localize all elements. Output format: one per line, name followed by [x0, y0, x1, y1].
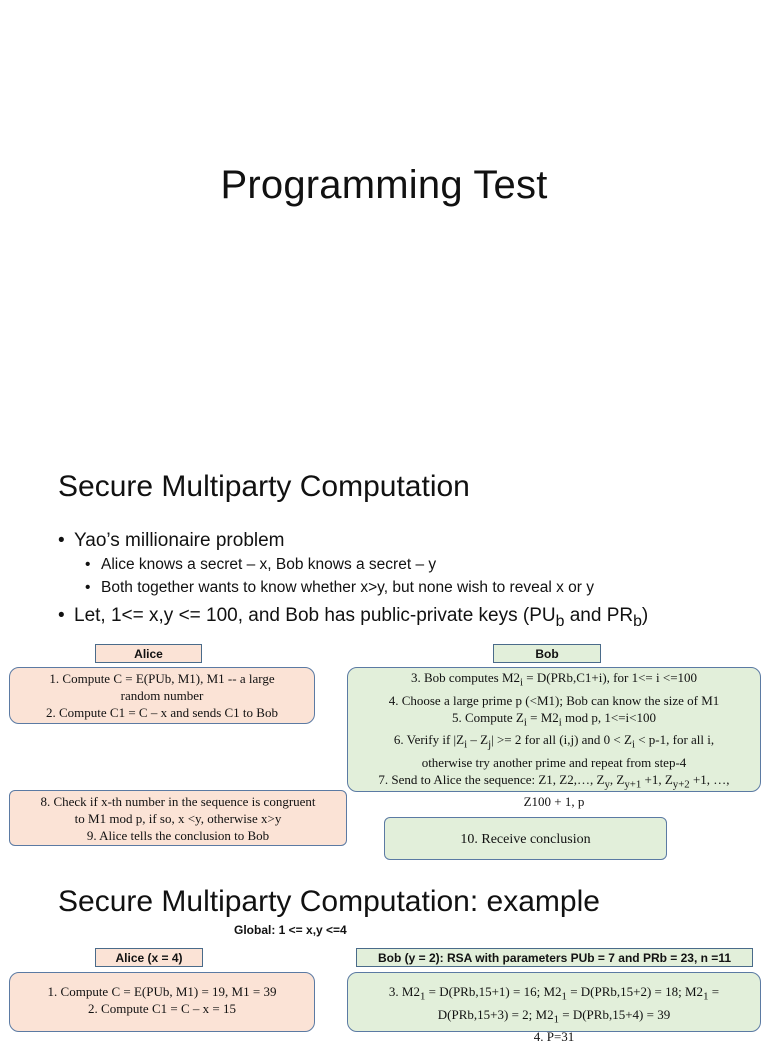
subscript: b: [633, 612, 642, 630]
bob-steps-box: [347, 972, 761, 1045]
step-line: 3. $M2_1 = D(PRb,15+1) = 16$; $M2_1 = D(PRb,15+2) = 18$; $M2_1$ =: [388, 984, 720, 1003]
step-line: 5. Compute $Z_i = M2_i$ mod p, 1<=i<100: [452, 709, 656, 729]
step-line: 3. Bob computes $M2_i = D(PRb,C1+i)$, for 1<= i <=100: [410, 670, 698, 689]
step-line: 2. Compute C1 = C – x and sends C1 to Bob: [46, 705, 278, 720]
step-line: 8. Check if x-th number in the sequence is congruent: [40, 794, 316, 809]
bullet-dot-icon: •: [58, 530, 65, 551]
step-line: Z100 + 1, p: [523, 794, 585, 810]
bullet-item: [58, 530, 285, 552]
step-line: 2. Compute C1 = C – x = 15: [88, 1001, 236, 1016]
step-line: 4. P=31: [533, 1029, 575, 1045]
step-line: 9. Alice tells the conclusion to Bob: [86, 828, 270, 843]
sub-bullet-item: [85, 579, 594, 597]
alice-label: Alice: [95, 644, 202, 663]
step-line: random number: [120, 688, 204, 703]
step-line: 6. Verify if $|Z_i - Z_j| >= 2$ for all (i,j) and $0 < Z_i < p-1$, for all i,: [393, 732, 715, 751]
subscript: b: [555, 612, 565, 630]
alice-conclusion-box: [9, 790, 347, 846]
slide-heading: Secure Multiparty Computation: example: [58, 885, 600, 918]
step-line: to M1 mod p, if so, x <y, otherwise x>y: [74, 811, 282, 826]
bullet-text: Let, 1<= x,y <= 100, and Bob has public-private keys (PU: [74, 605, 556, 626]
bullet-dot-icon: •: [58, 605, 65, 626]
bob-steps-box: [347, 667, 761, 810]
bullet-text: ): [641, 605, 649, 626]
step-line: D(PRb,15+3) = 2; $M2_1 = D(PRb,15+4) = 39$: [437, 1006, 671, 1026]
step-line: 4. Choose a large prime p (<M1); Bob can know the size of M1: [388, 692, 720, 708]
step-line: 1. Compute C = E(PUb, M1) = 19, M1 = 39: [47, 984, 277, 999]
bullet-text: Both together wants to know whether x>y, but none wish to reveal x or y: [101, 579, 594, 596]
step-line: 1. Compute C = E(PUb, M1), M1 -- a large: [49, 671, 275, 686]
step-line: otherwise try another prime and repeat from step-4: [421, 754, 687, 770]
step-line: 7. Send to Alice the sequence: Z1, Z2,…, $Z_y$, $Z_{y+1} +1$, $Z_{y+2} +1$, …,: [378, 771, 730, 791]
alice-steps-box: [9, 667, 315, 724]
bob-conclusion-box: 10. Receive conclusion: [384, 817, 667, 860]
slide-title: Programming Test: [220, 163, 548, 207]
bullet-dot-icon: •: [85, 556, 91, 573]
bob-label: Bob (y = 2): RSA with parameters PUb = 7 and PRb = 23, n =11: [356, 948, 753, 967]
bullet-dot-icon: •: [85, 579, 91, 596]
slide-heading: Secure Multiparty Computation: [58, 470, 470, 503]
alice-steps-box: [9, 972, 315, 1032]
alice-label: Alice (x = 4): [95, 948, 203, 967]
bullet-text: and PR: [564, 605, 634, 626]
bullet-text: Alice knows a secret – x, Bob knows a secret – y: [101, 556, 437, 573]
global-constraint: Global: 1 <= x,y <=4: [234, 923, 347, 937]
bob-label: Bob: [493, 644, 601, 663]
bullet-text: Yao’s millionaire problem: [74, 530, 285, 551]
bullet-item: [58, 605, 648, 631]
sub-bullet-item: [85, 556, 436, 574]
